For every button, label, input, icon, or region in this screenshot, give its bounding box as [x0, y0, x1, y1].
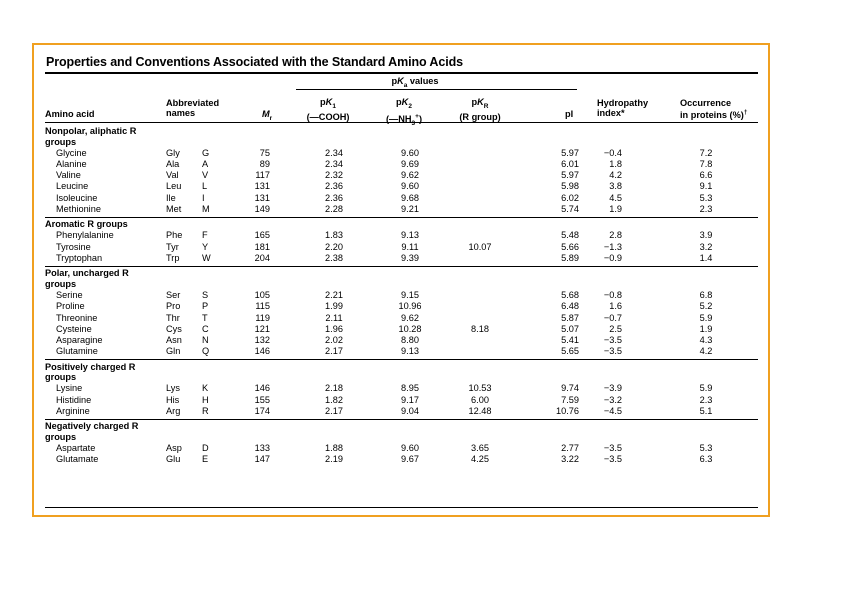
- cell-pk1: 2.17: [325, 346, 343, 357]
- cell-pi: 5.48: [561, 230, 579, 241]
- cell-mr: 105: [254, 289, 270, 300]
- cell-abbr1: N: [202, 335, 209, 346]
- cell-pi: 9.74: [561, 383, 579, 394]
- cell-abbr3: Ser: [166, 289, 181, 300]
- cell-pk1: 2.11: [325, 312, 343, 323]
- cell-mr: 119: [255, 312, 270, 323]
- cell-hydro: −3.5: [603, 335, 622, 346]
- cell-pk1: 2.17: [325, 405, 343, 416]
- cell-pkr: 4.25: [471, 454, 489, 465]
- cell-hydro: −0.7: [603, 312, 622, 323]
- cell-abbr1: R: [202, 405, 209, 416]
- cell-abbr3: Leu: [166, 181, 182, 192]
- cell-pk1: 2.28: [325, 204, 343, 214]
- cell-pk2: 8.95: [401, 383, 419, 394]
- amino-acid-name: Aspartate: [56, 442, 96, 453]
- cell-pi: 10.76: [556, 405, 579, 416]
- cell-abbr1: Q: [202, 346, 210, 357]
- cell-occ: 3.2: [699, 241, 713, 252]
- cell-pk1: 2.36: [325, 181, 343, 192]
- cell-pi: 2.77: [561, 442, 579, 453]
- amino-acid-name: Methionine: [56, 204, 101, 214]
- cell-abbr1: F: [202, 230, 208, 241]
- cell-pk2: 9.68: [401, 192, 419, 203]
- section-label: Negatively charged R groups: [45, 421, 139, 442]
- cell-pk1: 2.34: [325, 158, 343, 169]
- cell-mr: 147: [254, 454, 270, 465]
- cell-pi: 5.07: [561, 323, 579, 334]
- amino-acid-name: Proline: [56, 301, 85, 312]
- cell-pi: 5.66: [561, 241, 579, 252]
- cell-abbr3: Cys: [166, 323, 182, 334]
- cell-abbr1: Y: [202, 241, 209, 252]
- amino-acid-name: Cysteine: [56, 323, 92, 334]
- cell-pk2: 9.62: [401, 170, 419, 181]
- cell-abbr3: Asn: [166, 335, 182, 346]
- cell-occ: 7.8: [699, 158, 713, 169]
- cell-abbr3: Arg: [166, 405, 181, 416]
- top-rule: [45, 72, 758, 74]
- section-label: Positively charged R groups: [45, 361, 136, 383]
- cell-occ: 5.9: [699, 383, 713, 394]
- cell-pk1: 2.38: [325, 253, 343, 263]
- section-label: Nonpolar, aliphatic R groups: [45, 126, 137, 147]
- header-pk2: $pK_2$ $(—NH_3^+)$: [385, 97, 423, 127]
- cell-pi: 5.97: [561, 170, 579, 181]
- cell-pk1: 2.20: [325, 241, 343, 252]
- amino-acid-name: Lysine: [56, 383, 83, 394]
- cell-pk1: 2.36: [325, 192, 343, 203]
- section-divider: [45, 266, 758, 267]
- amino-acid-name: Glycine: [56, 147, 87, 158]
- cell-abbr1: E: [202, 454, 209, 465]
- section-divider: [45, 217, 758, 218]
- cell-pk2: 9.17: [401, 394, 419, 405]
- cell-pi: 5.68: [561, 289, 579, 300]
- cell-pk2: 10.28: [398, 323, 422, 334]
- cell-mr: 117: [255, 170, 270, 181]
- cell-hydro: −0.9: [603, 253, 622, 263]
- cell-mr: 131: [254, 181, 270, 192]
- amino-acid-name: Tryptophan: [56, 253, 103, 263]
- cell-pkr: 10.07: [468, 241, 492, 252]
- cell-occ: 2.3: [699, 394, 713, 405]
- cell-occ: 2.3: [699, 204, 713, 214]
- cell-abbr3: Pro: [166, 301, 181, 312]
- cell-abbr1: P: [202, 301, 209, 312]
- cell-abbr1: S: [202, 289, 209, 300]
- cell-pk1: 1.88: [325, 442, 343, 453]
- cell-pk1: 2.19: [325, 454, 343, 465]
- cell-hydro: 2.8: [609, 230, 622, 241]
- cell-mr: 181: [254, 241, 270, 252]
- cell-occ: 7.2: [699, 147, 713, 158]
- cell-mr: 132: [254, 335, 270, 346]
- header-abbreviated-names: Abbreviated names: [166, 98, 220, 118]
- amino-acid-name: Glutamate: [56, 454, 99, 465]
- cell-mr: 131: [254, 192, 270, 203]
- header-mr: $M_r$: [262, 109, 273, 122]
- cell-abbr3: Lys: [166, 383, 180, 394]
- cell-pi: 5.98: [561, 181, 579, 192]
- amino-acid-name: Leucine: [56, 181, 89, 192]
- section-label: Aromatic R groups: [45, 219, 128, 230]
- cell-abbr3: Ala: [166, 158, 180, 169]
- cell-mr: 89: [259, 158, 270, 169]
- cell-pkr: 3.65: [471, 442, 489, 453]
- cell-abbr3: Tyr: [166, 241, 179, 252]
- amino-acid-name: Histidine: [56, 394, 92, 405]
- cell-abbr1: M: [202, 204, 210, 214]
- section-divider: [45, 419, 758, 420]
- cell-pi: 3.22: [561, 454, 579, 465]
- cell-mr: 155: [254, 394, 270, 405]
- header-amino-acid: Amino acid: [45, 109, 95, 119]
- cell-abbr1: L: [202, 181, 208, 192]
- cell-pi: 5.97: [561, 147, 579, 158]
- cell-abbr3: Asp: [166, 442, 182, 453]
- cell-pkr: 10.53: [468, 383, 492, 394]
- cell-mr: 146: [254, 346, 270, 357]
- cell-hydro: −4.5: [603, 405, 622, 416]
- cell-abbr3: Gly: [166, 147, 180, 158]
- cell-abbr3: Phe: [166, 230, 183, 241]
- cell-pk2: 9.60: [401, 147, 419, 158]
- cell-pkr: 12.48: [468, 405, 492, 416]
- amino-acid-name: Valine: [56, 170, 81, 181]
- cell-occ: 4.2: [699, 346, 713, 357]
- header-pkr: $pK_R$ (R group): [459, 97, 501, 122]
- cell-abbr1: T: [202, 312, 208, 323]
- cell-hydro: 1.9: [609, 204, 622, 214]
- cell-abbr1: V: [202, 170, 209, 181]
- cell-pi: 5.87: [561, 312, 579, 323]
- cell-hydro: 3.8: [609, 181, 622, 192]
- cell-mr: 115: [255, 301, 270, 312]
- cell-abbr3: His: [166, 394, 180, 405]
- cell-mr: 121: [254, 323, 270, 334]
- cell-pkr: 6.00: [471, 394, 489, 405]
- cell-pi: 7.59: [561, 394, 579, 405]
- cell-occ: 5.1: [699, 405, 713, 416]
- cell-abbr1: H: [202, 394, 209, 405]
- cell-hydro: 2.5: [609, 323, 622, 334]
- cell-hydro: −3.5: [603, 454, 622, 465]
- cell-occ: 5.3: [699, 192, 713, 203]
- cell-occ: 6.3: [699, 454, 713, 465]
- cell-pi: 6.48: [561, 301, 579, 312]
- cell-abbr1: G: [202, 147, 210, 158]
- cell-occ: 5.2: [699, 301, 713, 312]
- cell-occ: 5.9: [699, 312, 713, 323]
- cell-abbr1: A: [202, 158, 209, 169]
- cell-hydro: 1.6: [609, 301, 622, 312]
- cell-abbr1: I: [202, 192, 205, 203]
- cell-abbr3: Glu: [166, 454, 181, 465]
- cell-pk2: 9.13: [401, 346, 419, 357]
- cell-hydro: −3.9: [603, 383, 622, 394]
- cell-mr: 133: [254, 442, 270, 453]
- cell-pk1: 1.96: [325, 323, 343, 334]
- cell-pk2: 8.80: [401, 335, 419, 346]
- header-pk1: $pK_1$ (—COOH): [306, 97, 350, 122]
- amino-acid-name: Arginine: [56, 405, 90, 416]
- amino-acid-name: Serine: [56, 289, 83, 300]
- amino-acid-name: Alanine: [56, 158, 87, 169]
- bottom-rule: [45, 507, 758, 508]
- cell-pk1: 1.99: [325, 301, 343, 312]
- cell-pk2: 9.11: [401, 241, 419, 252]
- cell-pk2: 9.60: [401, 181, 419, 192]
- cell-abbr1: D: [202, 442, 209, 453]
- cell-pk1: 2.34: [325, 147, 343, 158]
- cell-occ: 5.3: [699, 442, 713, 453]
- cell-abbr3: Trp: [166, 253, 180, 263]
- amino-acid-name: Threonine: [56, 312, 98, 323]
- cell-pk2: 9.62: [401, 312, 419, 323]
- cell-pk1: 2.18: [325, 383, 343, 394]
- header-rule: [45, 122, 758, 123]
- cell-pk1: 1.83: [325, 230, 343, 241]
- cell-pk1: 2.21: [325, 289, 343, 300]
- amino-acid-name: Phenylalanine: [56, 230, 114, 241]
- header-pi: pI: [565, 109, 574, 119]
- cell-hydro: −0.4: [603, 147, 622, 158]
- cell-pk2: 9.39: [401, 253, 419, 263]
- cell-abbr1: C: [202, 323, 209, 334]
- cell-abbr3: Ile: [166, 192, 176, 203]
- cell-occ: 4.3: [699, 335, 713, 346]
- header-hydropathy: Hydropathy index*: [597, 98, 649, 118]
- cell-pk2: 9.13: [401, 230, 419, 241]
- cell-occ: 9.1: [699, 181, 713, 192]
- cell-hydro: 4.5: [609, 192, 622, 203]
- cell-pk1: 1.82: [325, 394, 343, 405]
- cell-pk2: 9.15: [401, 289, 419, 300]
- cell-pk2: 9.67: [401, 454, 419, 465]
- cell-occ: 6.8: [699, 289, 713, 300]
- cell-mr: 149: [254, 204, 270, 214]
- section-label: Polar, uncharged R groups: [45, 268, 129, 289]
- table-title: Properties and Conventions Associated with the Standard Amino Acids: [46, 55, 463, 69]
- cell-mr: 75: [259, 147, 270, 158]
- cell-pi: 6.01: [561, 158, 579, 169]
- cell-abbr3: Thr: [166, 312, 180, 323]
- cell-pi: 5.74: [561, 204, 579, 214]
- cell-pkr: 8.18: [471, 323, 489, 334]
- amino-acid-name: Glutamine: [56, 346, 98, 357]
- cell-pi: 5.41: [561, 335, 579, 346]
- cell-occ: 6.6: [699, 170, 713, 181]
- amino-acid-name: Tyrosine: [56, 241, 91, 252]
- pk-values-rule: [296, 89, 577, 90]
- cell-pi: 5.89: [561, 253, 579, 263]
- cell-mr: 165: [254, 230, 270, 241]
- cell-mr: 146: [254, 383, 270, 394]
- cell-pk2: 9.21: [401, 204, 419, 214]
- table-frame: [32, 43, 770, 517]
- cell-pk1: 2.02: [325, 335, 343, 346]
- cell-pk2: 9.69: [401, 158, 419, 169]
- cell-pi: 5.65: [561, 346, 579, 357]
- cell-hydro: −3.5: [603, 346, 622, 357]
- cell-mr: 204: [254, 253, 270, 263]
- cell-occ: 3.9: [699, 230, 713, 241]
- cell-hydro: −3.5: [603, 442, 622, 453]
- cell-hydro: −1.3: [603, 241, 622, 252]
- cell-abbr3: Met: [166, 204, 182, 214]
- section-divider: [45, 359, 758, 360]
- amino-acid-name: Asparagine: [56, 335, 103, 346]
- cell-abbr1: K: [202, 383, 209, 394]
- cell-hydro: 4.2: [609, 170, 622, 181]
- pk-values-header: $pK_a$ values: [391, 76, 439, 89]
- cell-occ: 1.4: [699, 253, 713, 263]
- cell-pk2: 9.60: [401, 442, 419, 453]
- amino-acid-name: Isoleucine: [56, 192, 98, 203]
- cell-pi: 6.02: [561, 192, 579, 203]
- cell-mr: 174: [254, 405, 270, 416]
- cell-abbr3: Gln: [166, 346, 181, 357]
- cell-abbr3: Val: [166, 170, 179, 181]
- cell-hydro: −3.2: [603, 394, 622, 405]
- cell-pk2: 10.96: [398, 301, 422, 312]
- cell-pk2: 9.04: [401, 405, 419, 416]
- header-occurrence: Occurrence in proteins (%)†: [680, 98, 748, 121]
- cell-occ: 1.9: [699, 323, 713, 334]
- cell-hydro: 1.8: [609, 158, 622, 169]
- cell-pk1: 2.32: [325, 170, 343, 181]
- cell-abbr1: W: [202, 253, 211, 263]
- cell-hydro: −0.8: [603, 289, 622, 300]
